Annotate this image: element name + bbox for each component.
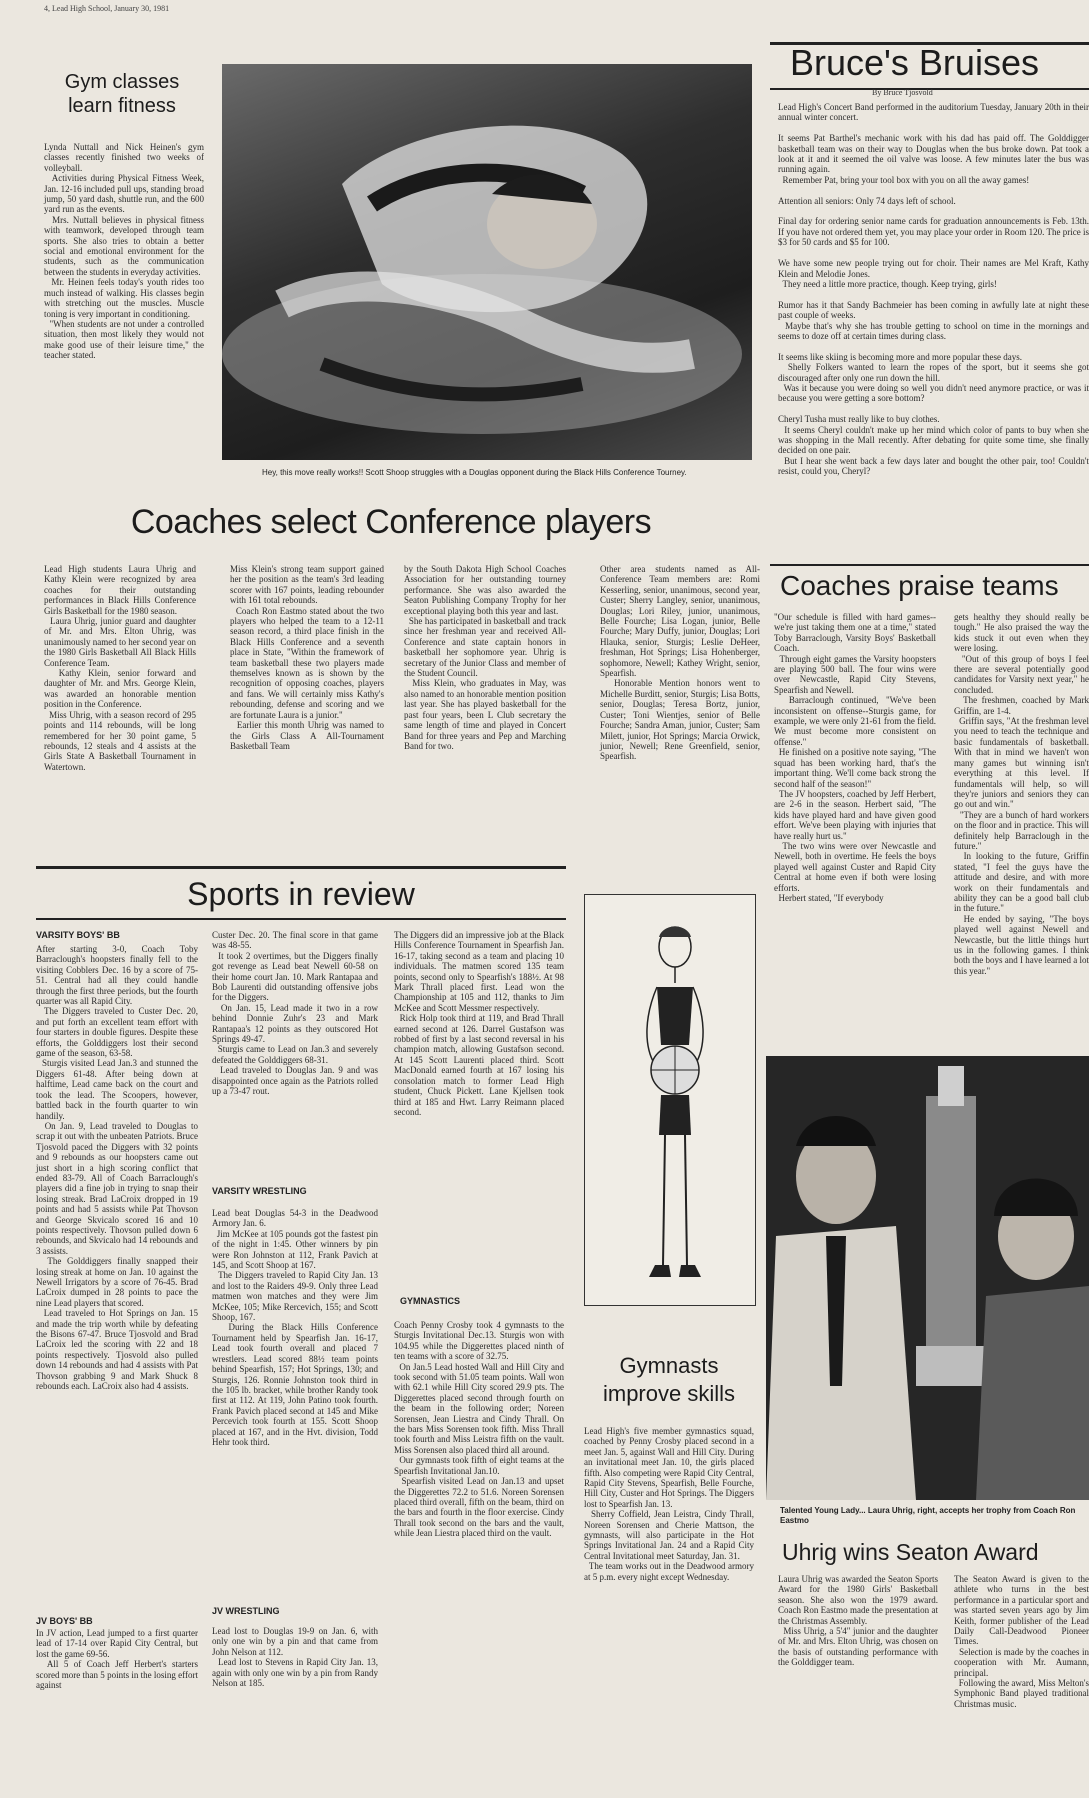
seaton-col-1: Laura Uhrig was awarded the Seaton Sports Award for the 1980 Girls' Basketball season. She also won the 1979 award. Coach Ron Eastmo made the presentation at the Christmas Assembly. Miss Uhrig, a 5'4" junior and the daughter of Mr. and Mrs. Elton Uhrig, was chosen on the basis of outstanding performance with the Golddigger team. xyxy=(778,1574,938,1668)
gymnasts-body: Lead High's five member gymnastics squad, coached by Penny Crosby placed second in a meet Jan. 5, against Wall and Hill City. During an invitational meet Jan. 10, the girls placed fifth. Also competing were Rapid City Central, Rapid City Stevens, Spearfish, Belle Fourche, Hill City, Custer and Hot Springs. The Diggers lost to Spearfish Jan. 13. Sherry Coffield, Jean Leistra, Cindy Thrall, Noreen Sorensen and Cherie Mattson, the gymnasts, will also participate in the Hot Springs Invitational Jan. 24 and a Rapid City Central Invitational meet Saturday, Jan. 31. The team works out in the Deadwood armory at 5 p.m. every night except Wednesday. xyxy=(584,1426,754,1582)
praise-top-rule xyxy=(770,564,1089,566)
sports-col-3: The Diggers did an impressive job at the Black Hills Conference Tournament in Spearfish Jan. 16-17, taking second as a team and placing 10 individuals. The matmen scored 135 team points, second only to Spearfish's 188½. At 98 Mark Thrall placed first. Lead won the Championship at 105 and 112, thanks to Jim McKee and Scott Messmer respectively. Rick Holp took third at 119, and Brad Thrall earned second at 126. Darrel Gustafson was robbed of first by a last second reversal in his champion match, allowing Gustafson second. At 145 Scott Laurenti placed third. Scott MacDonald earned fourth at 167 losing his consolation match to former Lead High student, Chuck Pickett. Lane Kjellsen took third at 185 and Hwt. Larry Reimann placed second. xyxy=(394,930,564,1117)
sports-col-2b: Lead beat Douglas 54-3 in the Deadwood Armory Jan. 6. Jim McKee at 105 pounds got the fastest pin of the night in 1:45. Other winners by pin were Ron Johnston at 112, Frank Pavich at 145, and Scott Shoop at 167. The Diggers traveled to Rapid City Jan. 13 and lost to the Raiders 49-9. Only three Lead matmen won matches and they were Jim McKee, 105; Mike Rercevich, 155; and Scott Shoop, 167. During the Black Hills Conference Tournament held by Spearfish Jan. 16-17, Lead took fourth overall and placed 7 wrestlers. Lead scored 88½ team points behind Spearfish, 157; Hot Springs, 130; and Sturgis, 126. Ronnie Johnston took third in the 105 lb. bracket, while brother Randy took first at 112. At 119, John Patino took fourth. Frank Pavich placed second at 145 and Mike Percevich took fourth at 155. Scott Shoop placed at 167, and in the Hvt. division, Todd Hehr took third. xyxy=(212,1208,379,1447)
praise-col-2: gets healthy they should really be tough." He also praised the way the kids stuck it out even when they were losing. "Out of this group of boys I feel there are several potentially good candidates for Varsity next year," he concluded. The freshmen, coached by Mark Griffin, are 1-4. Griffin says, "At the freshman level you need to teach the technique and basic fundamentals of basketball. With that in mind we haven't won many games but winning isn't everything at this level. If fundamentals will help, so will they're juniors and seniors they can go out and win." "They are a bunch of hard workers on the floor and in practice. This will definitely help Barraclough in the future." In looking to the future, Griffin stated, "I feel the guys have the attitude and desire, and with more work on their fundamentals and ability they can be a good ball club in the future." He ended by saying, "The boys played well against Newell and Newcastle, but the little things hurt us in the following games. I think both the boys and I have learned a lot this year." xyxy=(954,612,1089,976)
bruises-byline: By Bruce Tjosvold xyxy=(872,88,933,97)
conference-col-4: Other area students named as All-Conference Team members are: Romi Kesserling, senior, unanimous, second year, Custer; Sherry Langley, senior, unanimous, Douglas; Lori Riley, junior, unanimous, Belle Fourche; Lisa Logan, junior, Belle Fourche; Mary Duffy, junior, Douglas; Lori Hlauka, senior, Sturgis; Leslie DeHeer, freshman, Hot Springs; Lisa Hohenberger, sophomore, Newell; Kathey Wright, senior, Spearfish. Honorable Mention honors went to Michelle Burditt, senior, Sturgis; Lisa Botts, senior, Douglas; Teresa Bortz, junior, Custer; Toni Wientjes, senior of Belle Fourche; Sandra Aman, junior, Custer; Sam Milett, junior, Hot Springs; Marcia Orwick, junior, Newell; Rene Greenfield, senior, Spearfish. xyxy=(600,564,760,762)
basketball-cartoon xyxy=(584,894,756,1306)
praise-col-1: "Our schedule is filled with hard games--we're just taking them one at a time," stated Toby Barraclough, Varsity Boys' Basketball Coach. Through eight games the Varsity hoopsters are playing 500 ball. The four wins were over Newcastle, Rapid City Stevens, Spearfish and Newell. Barraclough continued, "We've been inconsistent on offense--Sturgis game, for example, we were only 21-61 from the field. We must become more consistent on offense." He finished on a positive note saying, "The squad has been working hard, that's the important thing. We'll come back strong the second half of the season!" The JV hoopsters, coached by Jeff Herbert, are 2-6 in the season. Herbert said, "The kids have played hard and have given good effort. We've been playing with injuries that have really hurt us." The two wins were over Newcastle and Newell, both in overtime. He feels the boys played well against Custer and Rapid City Central at home even if both were losing efforts. Herbert stated, "If everybody xyxy=(774,612,936,903)
praise-headline: Coaches praise teams xyxy=(780,570,1059,601)
gym-headline-line-1: Gym classes xyxy=(64,71,180,93)
gym-article-body: Lynda Nuttall and Nick Heinen's gym classes recently finished two weeks of volleyball. Activities during Physical Fitness Week, Jan. 12-16 included pull ups, standing broad jump, 50 yard dash, shuttle run, and the 600 yard run as the events. Mrs. Nuttall believes in physical fitness with teamwork, developed through team sports. She also tries to obtain a better social and emotional environment for the students, such as the communication between the students in everyday activities. Mr. Heinen feels today's youth rides too much instead of walking. His classes begin with stretching out the muscles. Muscle toning is very important in conditioning. "When students are not under a controlled situation, then most likely they would not make good use of their leisure time," the teacher stated. xyxy=(44,142,204,361)
wrestling-photo xyxy=(222,64,752,460)
basketball-player-drawing xyxy=(585,895,755,1305)
conference-col-1: Lead High students Laura Uhrig and Kathy Klein were recognized by area coaches for their outstanding performances in Black Hills Conference Girls Basketball for the 1980 season. Laura Uhrig, junior guard and daughter of Mr. and Mrs. Elton Uhrig, was unanimously named to her second year on the 1980 Girls Basketball All Black Hills Conference Team. Kathy Klein, senior forward and daughter of Mr. and Mrs. George Klein, was awarded an honorable mention position in the Conference. Miss Uhrig, with a season record of 295 points and 114 rebounds, will be long remembered for her 30 point game, 5 rebounds, 12 steals and 4 assists at the Girls State A Basketball Tournament in Watertown. xyxy=(44,564,197,772)
sports-sub-jv-wrestling: JV WRESTLING xyxy=(212,1606,280,1616)
sports-sub-gymnastics: GYMNASTICS xyxy=(400,1296,461,1306)
conference-col-3: by the South Dakota High School Coaches Association for her outstanding tourney performance. She was also awarded the Seaton Publishing Company Trophy for her exceptional playing both this year and last. She has participated in basketball and track since her freshman year and received All-Conference and state captain honors in basketball her sophomore year. Uhrig is secretary of the Junior Class and member of the Student Council. Miss Klein, who graduates in May, was also named to an honorable mention position last year. She has played basketball for the past four years, been L Club secretary the same length of time and played in Concert Band for three years and Pep and Marching Band for two. xyxy=(404,564,566,751)
sports-top-rule xyxy=(36,866,566,869)
sports-sub-varsity-boys: VARSITY BOYS' BB xyxy=(36,930,120,940)
wrestling-photo-caption: Hey, this move really works!! Scott Shoop struggles with a Douglas opponent during the Black Hills Conference Tourney. xyxy=(262,468,687,477)
sports-under-rule xyxy=(36,918,566,920)
gym-headline xyxy=(32,70,212,118)
sports-col-1: After starting 3-0, Coach Toby Barraclough's hoopsters finally fell to the visiting Cobblers Dec. 16 by a score of 75-51. Central had all they could handle through the first three periods, but the fourth quarter was all Rapid City. The Diggers traveled to Custer Dec. 20, and put forth an excellent team effort with four starters in double figures. Despite these efforts, the Golddiggers lost their second game of the season, 63-58. Sturgis visited Lead Jan.3 and stunned the Diggers 61-48. After being down at halftime, Lead came back on the court and took the lead. The Scoopers, however, battled back in the fourth quarter to win handily. On Jan. 9, Lead traveled to Douglas to scrap it out with the unbeaten Patriots. Bruce Tjosvold paced the Diggers with 32 points and 9 rebounds as our hoopsters came out just short in a high scoring conflict that ended 83-79. All of Coach Barraclough's players did a fine job in trying to snap their losing streak. Brad LaCroix dropped in 19 points and had 5 assists while Pat Thovson and George Skvicalo scored 16 and 10 points respectively. Thovson pulled down 6 rebounds, and Skvicalo had 14 rebounds and 3 assists. The Golddiggers finally snapped their losing streak at home on Jan. 10 against the Newell Irrigators by a score of 76-45. Brad LaCroix dumped in 28 points to pace the nine Lead players that scored. Lead traveled to Hot Springs on Jan. 15 and made the trip worth while by defeating the Bisons 67-47. Bruce Tjosvold and Brad LaCroix led the scoring with 22 and 18 points respectively. Tjosvold also pulled down 14 rebounds and had 4 assists with Pat Thovson grabbing 9 and Mark Shuck 8 rebounds each. LaCroix also had 4 assists. xyxy=(36,944,199,1392)
gymnasts-headline-line-1: Gymnasts xyxy=(619,1353,719,1378)
sports-col-2: Custer Dec. 20. The final score in that game was 48-55. It took 2 overtimes, but the Diggers finally got revenge as Lead beat Newell 60-58 on their home court Jan. 10. Mark Rantapaa and Bob Laurenti did outstanding offensive jobs for the Diggers. On Jan. 15, Lead made it two in a row behind Donnie Zuhr's 23 and Mark Rantapaa's 12 points as they outscored Hot Springs 49-47. Sturgis came to Lead on Jan.3 and severely defeated the Golddiggers 68-31. Lead traveled to Douglas Jan. 9 and was disappointed once again as the Patriots rolled up a 73-47 rout. xyxy=(212,930,379,1097)
trophy-photo xyxy=(766,1056,1089,1500)
seaton-col-2: The Seaton Award is given to the athlete who turns in the best performance in a particular sport and was started seven years ago by Jim Keith, former publisher of the Lead Daily Call-Deadwood Pioneer Times. Selection is made by the coaches in cooperation with Mr. Aumann, principal. Following the award, Miss Melton's Symphonic Band played traditional Christmas music. xyxy=(954,1574,1089,1709)
sports-col-1b: In JV action, Lead jumped to a first quarter lead of 17-14 over Rapid City Central, but lost the game 69-56. All 5 of Coach Jeff Herbert's starters scored more than 5 points in the losing effort against xyxy=(36,1628,199,1691)
sports-col-3b: Coach Penny Crosby took 4 gymnasts to the Sturgis Invitational Dec.13. Sturgis won with 104.95 while the Diggerettes placed ninth of ten teams with a score of 32.75. On Jan.5 Lead hosted Wall and Hill City and took second with 51.05 team points. Wall won with 62.1 while Hill City scored 29.9 pts. The Diggerettes placed second through fourth on the beam in the following order; Noreen Sorensen, Jean Liestra and Cindy Thrall. On the bars Miss Sorensen took fifth. Miss Thrall took fourth and Miss Leistra fifth on the vault. Miss Sorensen also placed third all around. Our gymnasts took fifth of eight teams at the Spearfish Invitational Jan.10. Spearfish visited Lead on Jan.13 and upset the Diggerettes 72.2 to 51.6. Noreen Sorensen placed third overall, fifth on the beam, third on the bars and fourth in the floor exercise. Cindy Thrall took second on the bars and the vault, while Jean Liestra placed third on the vault. xyxy=(394,1320,565,1539)
trophy-photo-image xyxy=(766,1056,1089,1500)
trophy-photo-caption: Talented Young Lady... Laura Uhrig, right, accepts her trophy from Coach Ron Eastmo xyxy=(780,1506,1076,1525)
gym-headline-line-2: learn fitness xyxy=(68,95,176,117)
bruises-headline: Bruce's Bruises xyxy=(790,42,1039,83)
gymnasts-headline-line-2: improve skills xyxy=(602,1381,736,1406)
folio: 4, Lead High School, January 30, 1981 xyxy=(44,4,170,13)
seaton-headline: Uhrig wins Seaton Award xyxy=(782,1539,1039,1565)
conference-col-2: Miss Klein's strong team support gained her the position as the team's 3rd leading scorer with 167 points, leading rebounder with 161 total rebounds. Coach Ron Eastmo stated about the two players who helped the team to a 12-11 season record, a third place finish in the Black Hills Conference and a seventh place in State, "Within the framework of team basketball these two players made themselves known as is shown by the recognition of opposing coaches, players and fans. We will certainly miss Kathy's rebounding, defense and scoring and we are fortunate Laura is a junior." Earlier this month Uhrig was named to the Girls Class A All-Tournament Basketball Team xyxy=(230,564,385,751)
wrestling-photo-image xyxy=(222,64,752,460)
sports-col-2c: Lead lost to Douglas 19-9 on Jan. 6, with only one win by a pin and that came from John Nelson at 112. Lead lost to Stevens in Rapid City Jan. 13, again with only one win by a pin from Randy Nelson at 185. xyxy=(212,1626,378,1689)
conference-headline: Coaches select Conference players xyxy=(130,503,652,541)
bruises-body: Lead High's Concert Band performed in the auditorium Tuesday, January 20th in their annual winter concert. It seems Pat Barthel's mechanic work with his dad has paid off. The Golddigger basketball team was on their way to Douglas when the bus broke down. Pat took a look at it and it seemed the oil valve was loose. A few minutes later the bus was running again. Remember Pat, bring your tool box with you on all the away games! Attention all seniors: Only 74 days left of school. Final day for ordering senior name cards for graduation announcements is Feb. 13th. If you have not ordered them yet, you may place your order in Room 120. The price is $3 for 50 cards and $5 for 100. We have some new people trying out for choir. Their names are Mel Kraft, Kathy Klein and Melodie Jones. They need a little more practice, though. Keep trying, girls! Rumor has it that Sandy Bachmeier has been coming in awfully late at night these past couple of weeks. Maybe that's why she has trouble getting to school on time in the mornings and seems to doze off at certain times during class. It seems like skiing is becoming more and more popular these days. Shelly Folkers wanted to learn the ropes of the sport, but it seems she got discouraged after only one run down the hill. Was it because you were doing so well you didn't need anymore practice, or was it because you were getting a sore bottom? Cheryl Tusha must really like to buy clothes. It seems Cheryl couldn't make up her mind which color of pants to buy when she was shopping in the Mall recently. After debating for quite some time, she finally decided on one pair. But I hear she went back a few days later and bought the other pair, too! Couldn't resist, could you, Cheryl? xyxy=(778,102,1089,477)
sports-sub-varsity-wrestling: VARSITY WRESTLING xyxy=(212,1186,307,1196)
gymnasts-headline xyxy=(580,1352,758,1408)
sports-headline: Sports in review xyxy=(187,876,415,912)
sports-sub-jv-boys: JV BOYS' BB xyxy=(36,1616,93,1626)
